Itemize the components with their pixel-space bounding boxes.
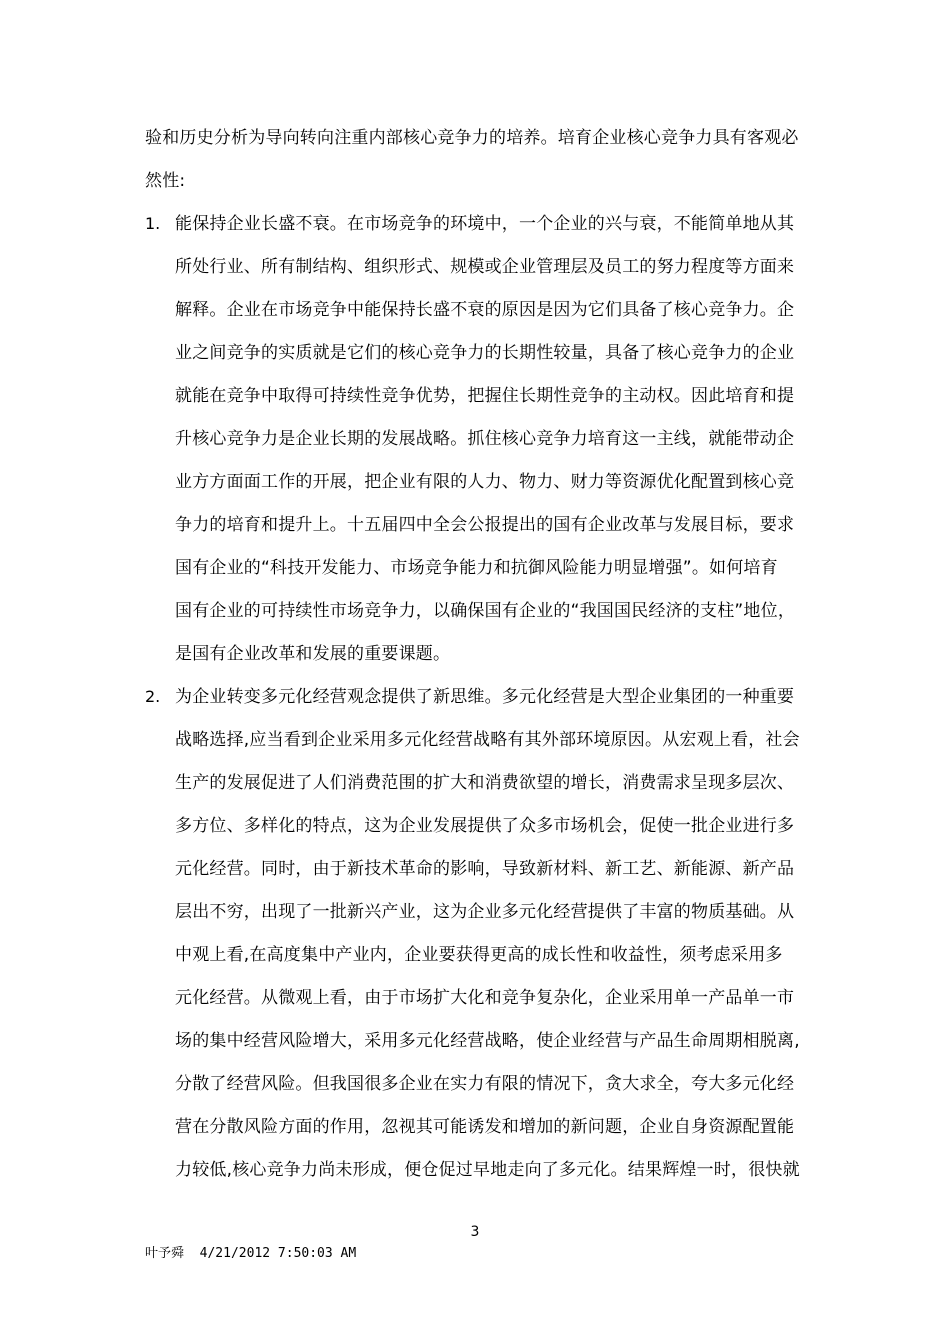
list-item-line: 争力的培育和提升上。十五届四中全会公报提出的国有企业改革与发展目标，要求 [175,515,795,535]
list-item-line: 能保持企业长盛不衰。在市场竞争的环境中，一个企业的兴与衰，不能简单地从其 [175,214,795,234]
list-item-line: 解释。企业在市场竞争中能保持长盛不衰的原因是因为它们具备了核心竞争力。企 [175,300,795,320]
list-item-line: 是国有企业改革和发展的重要课题。 [175,644,451,664]
intro-line: 验和历史分析为导向转向注重内部核心竞争力的培养。培育企业核心竞争力具有客观必 [145,128,799,148]
list-item-line: 多方位、多样化的特点，这为企业发展提供了众多市场机会，促使一批企业进行多 [175,816,795,836]
list-item-line: 国有企业的可持续性市场竞争力，以确保国有企业的“我国国民经济的支柱”地位， [175,601,796,621]
list-item-line: 为企业转变多元化经营观念提供了新思维。多元化经营是大型企业集团的一种重要 [175,687,795,707]
list-item-line: 国有企业的“科技开发能力、市场竞争能力和抗御风险能力明显增强”。如何培育 [175,558,778,578]
list-item-line: 生产的发展促进了人们消费范围的扩大和消费欲望的增长，消费需求呈现多层次、 [175,773,795,793]
list-item-line: 元化经营。同时，由于新技术革命的影响，导致新材料、新工艺、新能源、新产品 [175,859,795,879]
list-item-line: 就能在竞争中取得可持续性竞争优势，把握住长期性竞争的主动权。因此培育和提 [175,386,795,406]
page-number: 3 [470,1224,480,1240]
list-item-line: 营在分散风险方面的作用，忽视其可能诱发和增加的新问题，企业自身资源配置能 [175,1117,795,1137]
list-item-line: 业之间竞争的实质就是它们的核心竞争力的长期性较量，具备了核心竞争力的企业 [175,343,795,363]
list-item-line: 分散了经营风险。但我国很多企业在实力有限的情况下，贪大求全，夸大多元化经 [175,1074,795,1094]
list-item-number: 1. [145,214,161,233]
list-item-line: 升核心竞争力是企业长期的发展战略。抓住核心竞争力培育这一主线，就能带动企 [175,429,795,449]
list-item-number: 2. [145,687,161,706]
list-item-line: 中观上看,在高度集中产业内，企业要获得更高的成长性和收益性，须考虑采用多 [175,945,783,965]
list-item-line: 层出不穷，出现了一批新兴产业，这为企业多元化经营提供了丰富的物质基础。从 [175,902,795,922]
list-item-line: 场的集中经营风险增大，采用多元化经营战略，使企业经营与产品生命周期相脱离, [175,1031,800,1051]
footer-author-timestamp: 叶予舜 4/21/2012 7:50:03 AM [145,1246,357,1261]
list-item-line: 力较低,核心竞争力尚未形成，便仓促过早地走向了多元化。结果辉煌一时，很快就 [175,1160,800,1180]
intro-line: 然性: [145,171,186,191]
list-item-line: 所处行业、所有制结构、组织形式、规模或企业管理层及员工的努力程度等方面来 [175,257,795,277]
list-item-line: 元化经营。从微观上看，由于市场扩大化和竞争复杂化，企业采用单一产品单一市 [175,988,795,1008]
list-item-line: 战略选择,应当看到企业采用多元化经营战略有其外部环境原因。从宏观上看，社会 [175,730,800,750]
list-item-line: 业方方面面工作的开展，把企业有限的人力、物力、财力等资源优化配置到核心竞 [175,472,795,492]
